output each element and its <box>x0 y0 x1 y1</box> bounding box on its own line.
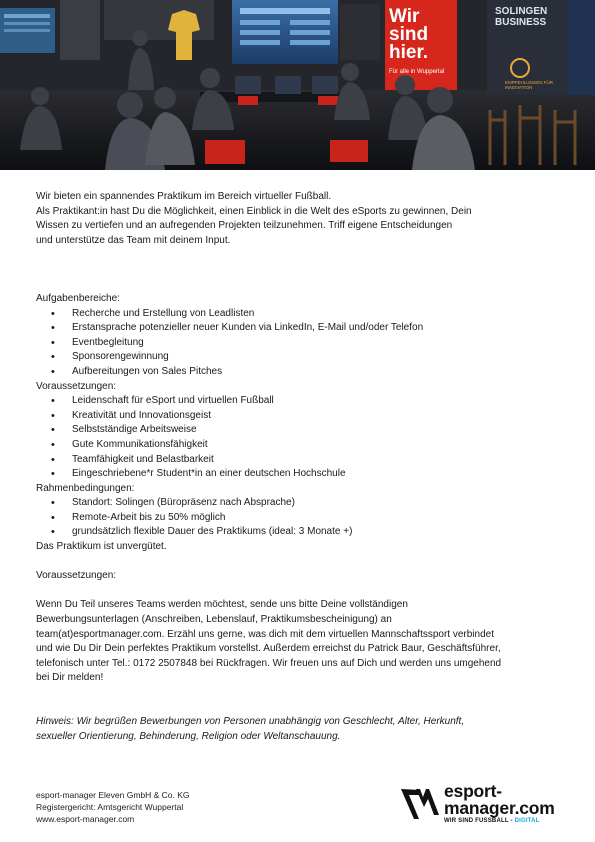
logo-word-2: manager.com <box>444 798 555 818</box>
banner-line-1: Wir <box>389 6 420 27</box>
application-line: team(at)esportmanager.com. Erzähl uns gerne, was dich mit dem virtuellen Mannschaftssport verbindet <box>36 628 494 640</box>
tasks-list <box>36 307 556 380</box>
esport-manager-logo <box>400 783 560 827</box>
section-title-requirements: Voraussetzungen: <box>36 380 117 392</box>
banner-small: Für alle in Wuppertal <box>389 69 445 75</box>
list-item: • Eingeschriebene*r Student*in an einer deutschen Hochschule <box>36 467 556 482</box>
second-heading: Voraussetzungen: <box>36 570 117 582</box>
website-link[interactable]: www.esport-manager.com <box>36 814 135 825</box>
application-line: und wie Du Dir Dein perfektes Praktikum vorstellst. Außerdem erreichst du Patrick Baur, Geschäftsführer, <box>36 643 501 655</box>
intro-line: Wir bieten ein spannendes Praktikum im Bereich virtueller Fußball. <box>36 191 332 202</box>
company-name: esport-manager Eleven GmbH & Co. KG <box>36 790 190 800</box>
logo-tagline <box>444 818 540 824</box>
diversity-hint: Hinweis: Wir begrüßen Bewerbungen von Personen unabhängig von Geschlecht, Alter, Herkunft, <box>36 716 465 727</box>
hero-photo <box>0 0 595 170</box>
banner-line-3: hier. <box>389 42 429 63</box>
list-item: • Eventbegleitung <box>36 336 556 351</box>
list-item: • Teamfähigkeit und Belastbarkeit <box>36 453 556 468</box>
logo-wordmark <box>444 783 555 817</box>
list-item: • grundsätzlich flexible Dauer des Praktikums (ideal: 3 Monate +) <box>36 525 556 540</box>
register-court: Registergericht: Amtsgericht Wuppertal <box>36 802 184 813</box>
intro-line: und unterstütze das Team mit deinem Input. <box>36 234 231 246</box>
list-item: • Remote-Arbeit bis zu 50% möglich <box>36 511 556 526</box>
banner-solingen-business: SOLINGEN BUSINESS <box>495 6 548 28</box>
company-footer <box>36 789 190 826</box>
banner-business-small: EMPFEHLUNGEN FÜR INNOVATION <box>505 80 554 90</box>
logo-word-1: esport- <box>444 781 502 801</box>
application-line: telefonisch unter Tel.: 0172 2507848 bei Rückfragen. Wir freuen uns auf Dich und werden uns umgehend <box>36 657 502 669</box>
section-title-tasks: Aufgabenbereiche: <box>36 292 120 304</box>
logo-tag-accent: DIGITAL <box>514 818 540 824</box>
list-item: • Gute Kommunikationsfähigkeit <box>36 438 556 453</box>
list-item: • Selbstständige Arbeitsweise <box>36 423 556 438</box>
intro-line: Als Praktikant:in hast Du die Möglichkeit, einen Einblick in die Welt des eSports zu gewinnen, Dein <box>36 205 472 217</box>
requirements-list <box>36 394 556 482</box>
application-line: Wenn Du Teil unseres Teams werden möchtest, sende uns bitte Deine vollständigen <box>36 599 408 611</box>
list-item: • Leidenschaft für eSport und virtuellen Fußball <box>36 394 556 409</box>
em-logo-icon <box>400 787 440 821</box>
sparkasse-table-sign <box>205 140 245 164</box>
logo-tag-main: WIR SIND FUSSBALL - <box>444 818 515 824</box>
list-item: • Kreativität und Innovationsgeist <box>36 409 556 424</box>
unpaid-note: Das Praktikum ist unvergütet. <box>36 541 167 553</box>
diversity-hint: sexueller Orientierung, Behinderung, Religion oder Weltanschauung. <box>36 730 341 742</box>
banner-wir-sind-hier <box>389 8 449 76</box>
intro-line: Wissen zu vertiefen und an aufregenden Projekten teilzunehmen. Triff eigene Entscheidungen <box>36 220 453 232</box>
conditions-list <box>36 496 556 540</box>
list-item: • Recherche und Erstellung von Leadlisten <box>36 307 556 322</box>
section-title-conditions: Rahmenbedingungen: <box>36 482 135 494</box>
banner-line-2: sind <box>389 24 429 45</box>
job-description <box>36 190 556 744</box>
list-item: • Standort: Solingen (Büropräsenz nach Absprache) <box>36 496 556 511</box>
application-line: bei Dir melden! <box>36 672 104 684</box>
list-item: • Erstansprache potenzieller neuer Kunden via LinkedIn, E-Mail und/oder Telefon <box>36 321 556 336</box>
list-item: • Aufbereitungen von Sales Pitches <box>36 365 556 380</box>
list-item: • Sponsorengewinnung <box>36 350 556 365</box>
application-line: Bewerbungsunterlagen (Anschreiben, Lebenslauf, Praktikumsbescheinigung) an <box>36 614 392 626</box>
